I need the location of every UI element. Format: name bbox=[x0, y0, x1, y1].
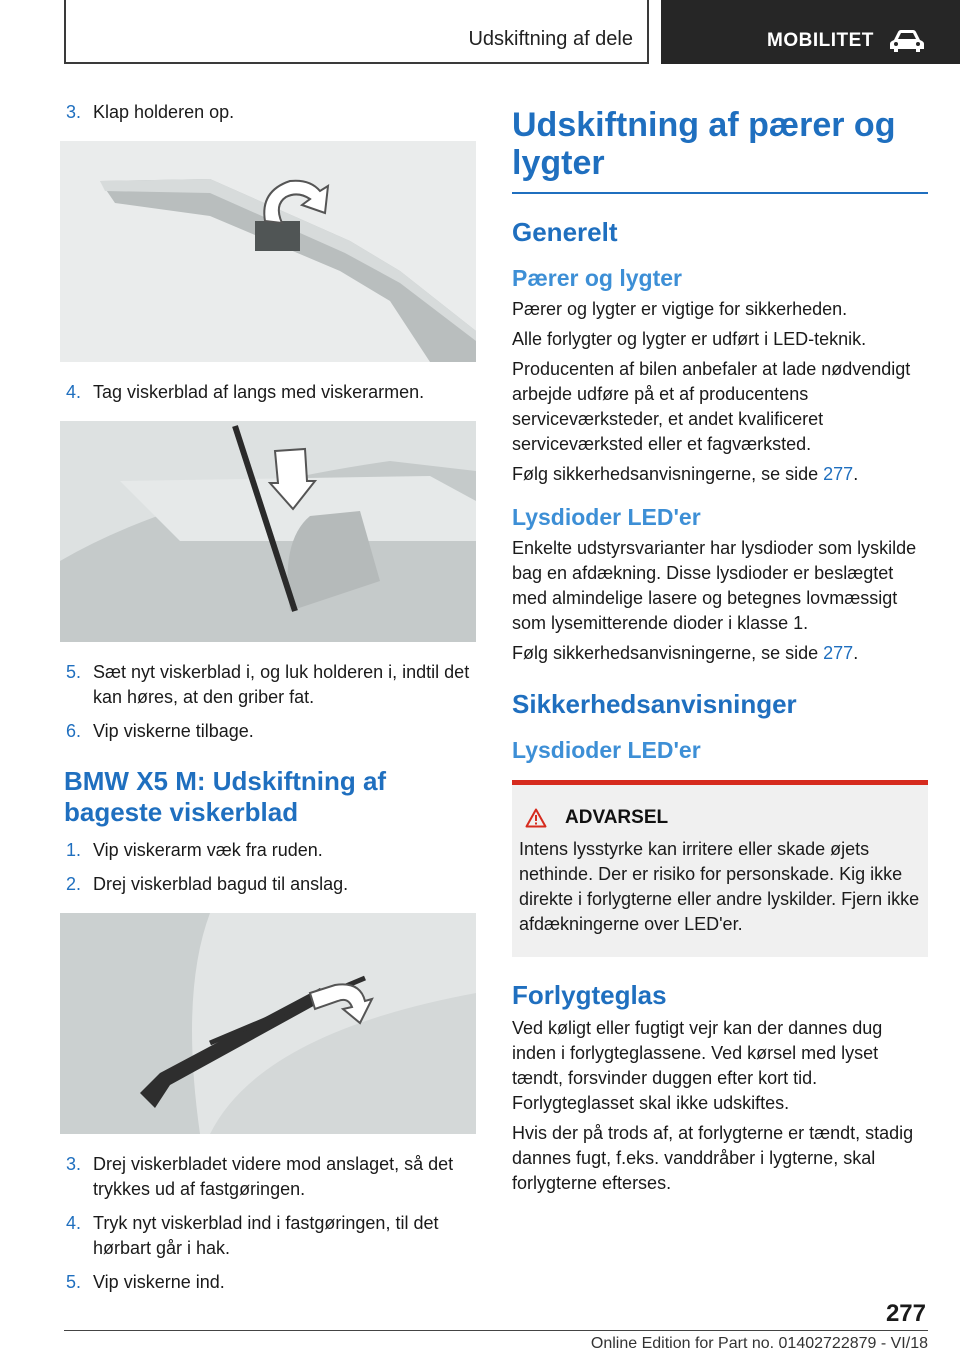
figure-front-wiper bbox=[60, 421, 476, 642]
step-text: Tryk nyt viskerblad ind i fastgøringen, til det hørbart går i hak. bbox=[93, 1213, 439, 1258]
paragraph-reference bbox=[512, 641, 928, 666]
warning-header bbox=[525, 807, 922, 829]
step-number: 3. bbox=[66, 102, 82, 122]
header-section-box bbox=[64, 0, 649, 64]
step-item bbox=[60, 838, 476, 863]
paragraph: Producenten af bilen anbefaler at lade nødvendigt arbejde udføre på et af producentens serviceværksteder, et andet kvalificeret serviceværksted eller et fagværksted. bbox=[512, 359, 911, 454]
paragraph: Enkelte udstyrsvarianter har lysdioder som lyskilde bag en afdækning. Disse lysdioder er beslægtet med almindelige lasere og betegnes lovmæssigt som lysemitterende dioder i klasse 1. bbox=[512, 538, 917, 633]
step-number: 2. bbox=[66, 874, 82, 894]
figure-wiper-holder bbox=[60, 141, 476, 362]
title-divider bbox=[512, 192, 928, 194]
page-link[interactable]: 277 bbox=[823, 464, 854, 484]
page-header bbox=[0, 0, 960, 66]
step-item bbox=[60, 872, 476, 897]
paragraph: Hvis der på trods af, at forlygterne er tændt, stadig dannes fugt, f.eks. vanddråber i lygterne, skal forlygterne efterses. bbox=[512, 1123, 914, 1193]
step-text: Klap holderen op. bbox=[93, 102, 235, 122]
step-number: 4. bbox=[66, 1213, 82, 1233]
subheading-paerer: Pærer og lygter bbox=[512, 265, 682, 291]
warning-box bbox=[512, 780, 928, 957]
car-icon bbox=[889, 29, 925, 53]
step-number: 1. bbox=[66, 840, 82, 860]
step-text: Drej viskerbladet videre mod anslaget, så det trykkes ud af fastgøringen. bbox=[93, 1154, 454, 1199]
step-item bbox=[60, 660, 476, 710]
section-heading-sikkerhed: Sikkerhedsanvisninger bbox=[512, 689, 797, 719]
footer-edition: Online Edition for Part no. 01402722879 - VI/18 bbox=[590, 1335, 928, 1352]
wiper-holder-illustration bbox=[60, 141, 476, 362]
step-item bbox=[60, 719, 476, 744]
chapter-title: Udskiftning af pærer og lygter bbox=[512, 106, 896, 182]
paragraph-reference bbox=[512, 462, 928, 487]
step-number: 4. bbox=[66, 382, 82, 402]
section-heading: BMW X5 M: Udskiftning af bageste viskerblad bbox=[64, 766, 387, 827]
step-number: 5. bbox=[66, 1272, 82, 1292]
footer-divider bbox=[64, 1330, 928, 1331]
step-text: Vip viskerarm væk fra ruden. bbox=[93, 840, 323, 860]
step-text: Tag viskerblad af langs med viskerarmen. bbox=[93, 382, 425, 402]
paragraph: Pærer og lygter er vigtige for sikkerheden. bbox=[512, 299, 848, 319]
step-number: 5. bbox=[66, 662, 82, 682]
step-text: Sæt nyt viskerblad i, og luk holderen i, indtil det kan høres, at den griber fat. bbox=[93, 662, 470, 707]
section-heading-forlygteglas: Forlygteglas bbox=[512, 980, 667, 1010]
right-column bbox=[512, 100, 928, 1196]
reference-end: . bbox=[853, 464, 859, 484]
step-text: Vip viskerne ind. bbox=[93, 1272, 225, 1292]
step-item bbox=[60, 1211, 476, 1261]
warning-body: Intens lysstyrke kan irritere eller skade øjets nethinde. Der er risiko for personskade. Kig ikke direkte i forlygterne eller andre lyskilder. Fjern ikke afdækningerne over LED'er. bbox=[519, 839, 920, 934]
page-link[interactable]: 277 bbox=[823, 643, 854, 663]
warning-title: ADVARSEL bbox=[565, 807, 669, 828]
header-section-title: Udskiftning af dele bbox=[468, 28, 633, 50]
step-item bbox=[60, 1152, 476, 1202]
header-chapter-box bbox=[661, 0, 960, 64]
reference-end: . bbox=[853, 643, 859, 663]
reference-text: Følg sikkerhedsanvisningerne, se side bbox=[512, 643, 824, 663]
step-item bbox=[60, 100, 476, 125]
step-text: Vip viskerne tilbage. bbox=[93, 721, 254, 741]
step-number: 3. bbox=[66, 1154, 82, 1174]
header-chapter-title: MOBILITET bbox=[767, 30, 874, 51]
step-item bbox=[60, 1270, 476, 1295]
figure-rear-wiper bbox=[60, 913, 476, 1134]
reference-text: Følg sikkerhedsanvisningerne, se side bbox=[512, 464, 824, 484]
rear-wiper-illustration bbox=[60, 913, 476, 1134]
paragraph: Alle forlygter og lygter er udført i LED-teknik. bbox=[512, 329, 867, 349]
step-item bbox=[60, 380, 476, 405]
left-column bbox=[60, 100, 476, 1304]
section-heading-generelt: Generelt bbox=[512, 217, 618, 247]
warning-triangle-icon bbox=[525, 808, 547, 828]
front-wiper-illustration bbox=[60, 421, 476, 642]
paragraph: Ved køligt eller fugtigt vejr kan der dannes dug inden i forlygteglassene. Ved kørsel med lyset tændt, forsvinder duggen efter kort tid. Forlygteglasset skal ikke udskiftes. bbox=[512, 1018, 883, 1113]
step-text: Drej viskerblad bagud til anslag. bbox=[93, 874, 349, 894]
page-number: 277 bbox=[885, 1300, 926, 1327]
step-number: 6. bbox=[66, 721, 82, 741]
subheading-led: Lysdioder LED'er bbox=[512, 504, 701, 530]
subheading-led-safety: Lysdioder LED'er bbox=[512, 737, 701, 763]
